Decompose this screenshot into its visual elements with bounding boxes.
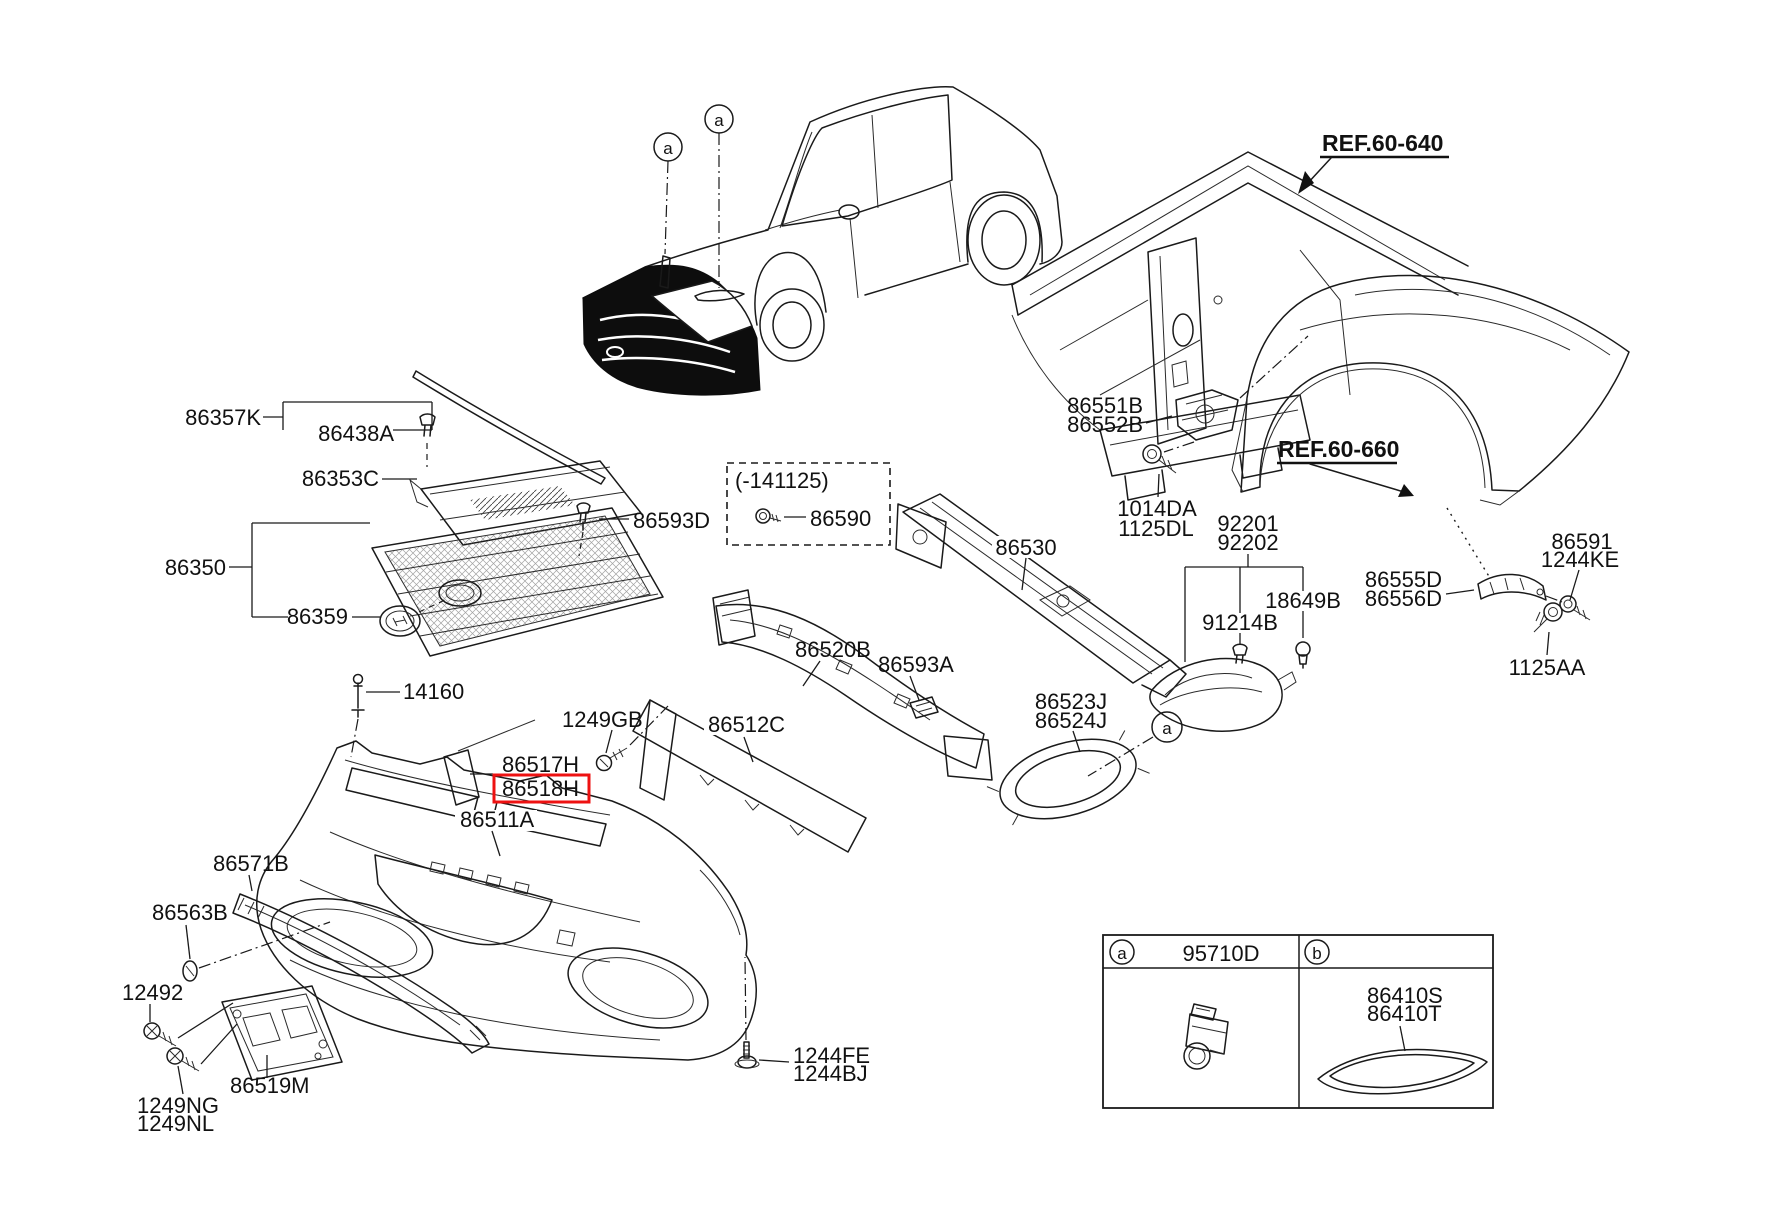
part-label-86571b[interactable]: 86571B <box>213 851 289 876</box>
leader-86571b <box>249 875 252 891</box>
screw-drawing-1014da <box>1143 445 1176 497</box>
clip-drawing-86563b <box>183 922 330 981</box>
bolt-drawing-1244fe <box>735 957 759 1068</box>
screw-drawing-1125aa <box>1534 603 1562 655</box>
part-label-91214b[interactable]: 91214B <box>1202 610 1278 635</box>
screw-drawing-12492-1 <box>144 1003 233 1046</box>
part-label-86511a[interactable]: 86511A <box>460 807 535 832</box>
part-label-1125aa[interactable]: 1125AA <box>1508 655 1586 680</box>
absorber-drawing <box>713 590 992 780</box>
leader-86512c <box>744 737 753 762</box>
side-molding-drawing <box>233 894 489 1053</box>
ref-60-660-arrow-line <box>1310 464 1404 492</box>
leader-86511a <box>492 831 500 856</box>
leader-86563b <box>186 925 190 959</box>
grille-assembly-drawing <box>372 508 663 656</box>
clip-drawing-86593a <box>910 697 938 718</box>
part-label-86551b[interactable]: 86551B <box>1067 393 1143 418</box>
part-label-1244bj[interactable]: 1244BJ <box>793 1061 868 1086</box>
leader-86555d <box>1446 590 1474 594</box>
leader-86520b <box>803 661 820 686</box>
ref-60-640-arrowhead <box>1298 171 1314 194</box>
part-label-86438a[interactable]: 86438A <box>318 421 394 446</box>
part-label-1249ng[interactable]: 1249NG <box>137 1093 219 1118</box>
leader-1244fe <box>759 1060 789 1062</box>
part-label-86517h[interactable]: 86517H <box>502 752 580 777</box>
part-label-1249nl[interactable]: 1249NL <box>137 1111 215 1136</box>
vehicle-overview-drawing <box>583 87 1062 395</box>
part-label-92201[interactable]: 92201 <box>1217 511 1279 536</box>
part-label-18649b[interactable]: 18649B <box>1265 588 1341 613</box>
part-label-1014da[interactable]: 1014DA <box>1117 496 1197 521</box>
leader-86593a <box>910 676 919 700</box>
part-label-86593a[interactable]: 86593A <box>878 652 954 677</box>
fog-bezel-drawing <box>981 722 1155 835</box>
callout-a-1: a <box>663 139 673 158</box>
inset-box <box>727 463 890 545</box>
part-label-86591[interactable]: 86591 <box>1551 529 1613 554</box>
part-label-95710d[interactable]: 95710D <box>1182 941 1260 966</box>
part-label-86519m[interactable]: 86519M <box>230 1073 310 1098</box>
part-label-92202[interactable]: 92202 <box>1217 530 1279 555</box>
fog-lamp-drawing <box>1150 658 1296 731</box>
screw-drawing-1244ke <box>1560 596 1590 620</box>
callout-a-3: a <box>1162 719 1172 738</box>
part-label-86410t[interactable]: 86410T <box>1367 1001 1442 1026</box>
bolt-drawing-86590 <box>756 509 781 523</box>
inset-range-label: (-141125) <box>735 468 829 493</box>
part-label-86556d[interactable]: 86556D <box>1364 586 1442 611</box>
part-label-1249gb[interactable]: 1249GB <box>562 707 643 732</box>
screw-drawing-12492-2 <box>167 1024 237 1071</box>
radiator-support-drawing <box>1012 152 1468 500</box>
legend-callout-a: a <box>1117 944 1127 963</box>
part-label-86563b[interactable]: 86563B <box>152 900 228 925</box>
part-label-86552b[interactable]: 86552B <box>1067 412 1143 437</box>
fender-drawing <box>1232 275 1629 505</box>
part-label-86353c[interactable]: 86353C <box>301 466 379 491</box>
bulb-drawing-18649b <box>1296 642 1310 668</box>
ref-60-660-label[interactable]: REF.60-660 <box>1278 436 1400 462</box>
leader-1244ke <box>1570 570 1579 600</box>
part-label-86555d[interactable]: 86555D <box>1364 567 1442 592</box>
part-label-86359[interactable]: 86359 <box>286 604 348 629</box>
part-label-86523j[interactable]: 86523J <box>1034 689 1108 714</box>
leader-86350 <box>229 523 370 617</box>
part-label-86410s[interactable]: 86410S <box>1367 983 1443 1008</box>
part-label-86512c[interactable]: 86512C <box>708 712 786 737</box>
part-label-1244ke[interactable]: 1244KE <box>1540 547 1620 572</box>
part-label-12492[interactable]: 12492 <box>122 980 184 1005</box>
license-bracket-drawing <box>222 986 342 1080</box>
callout-a-2: a <box>714 111 724 130</box>
part-label-86518h-highlighted[interactable]: 86518H <box>502 776 580 801</box>
part-label-14160[interactable]: 14160 <box>403 679 465 704</box>
part-label-86357k[interactable]: 86357K <box>185 405 261 430</box>
part-label-86350[interactable]: 86350 <box>164 555 226 580</box>
leader-1249ng <box>178 1066 183 1094</box>
clip-drawing-86438a <box>420 414 435 467</box>
part-label-86593d[interactable]: 86593D <box>633 508 711 533</box>
ref-60-640-label[interactable]: REF.60-640 <box>1322 130 1444 156</box>
legend-callout-b: b <box>1312 944 1322 963</box>
part-label-86590[interactable]: 86590 <box>810 506 872 531</box>
part-label-86530[interactable]: 86530 <box>995 535 1057 560</box>
leader-86530 <box>1022 558 1026 590</box>
cowl-strip-drawing <box>413 371 605 484</box>
legend-table <box>1103 935 1493 1108</box>
leader-1249gb <box>606 730 612 753</box>
part-label-1244fe[interactable]: 1244FE <box>793 1043 871 1068</box>
part-label-86524j[interactable]: 86524J <box>1034 708 1108 733</box>
part-label-86520b[interactable]: 86520B <box>795 637 871 662</box>
part-label-1125dl[interactable]: 1125DL <box>1118 516 1194 541</box>
